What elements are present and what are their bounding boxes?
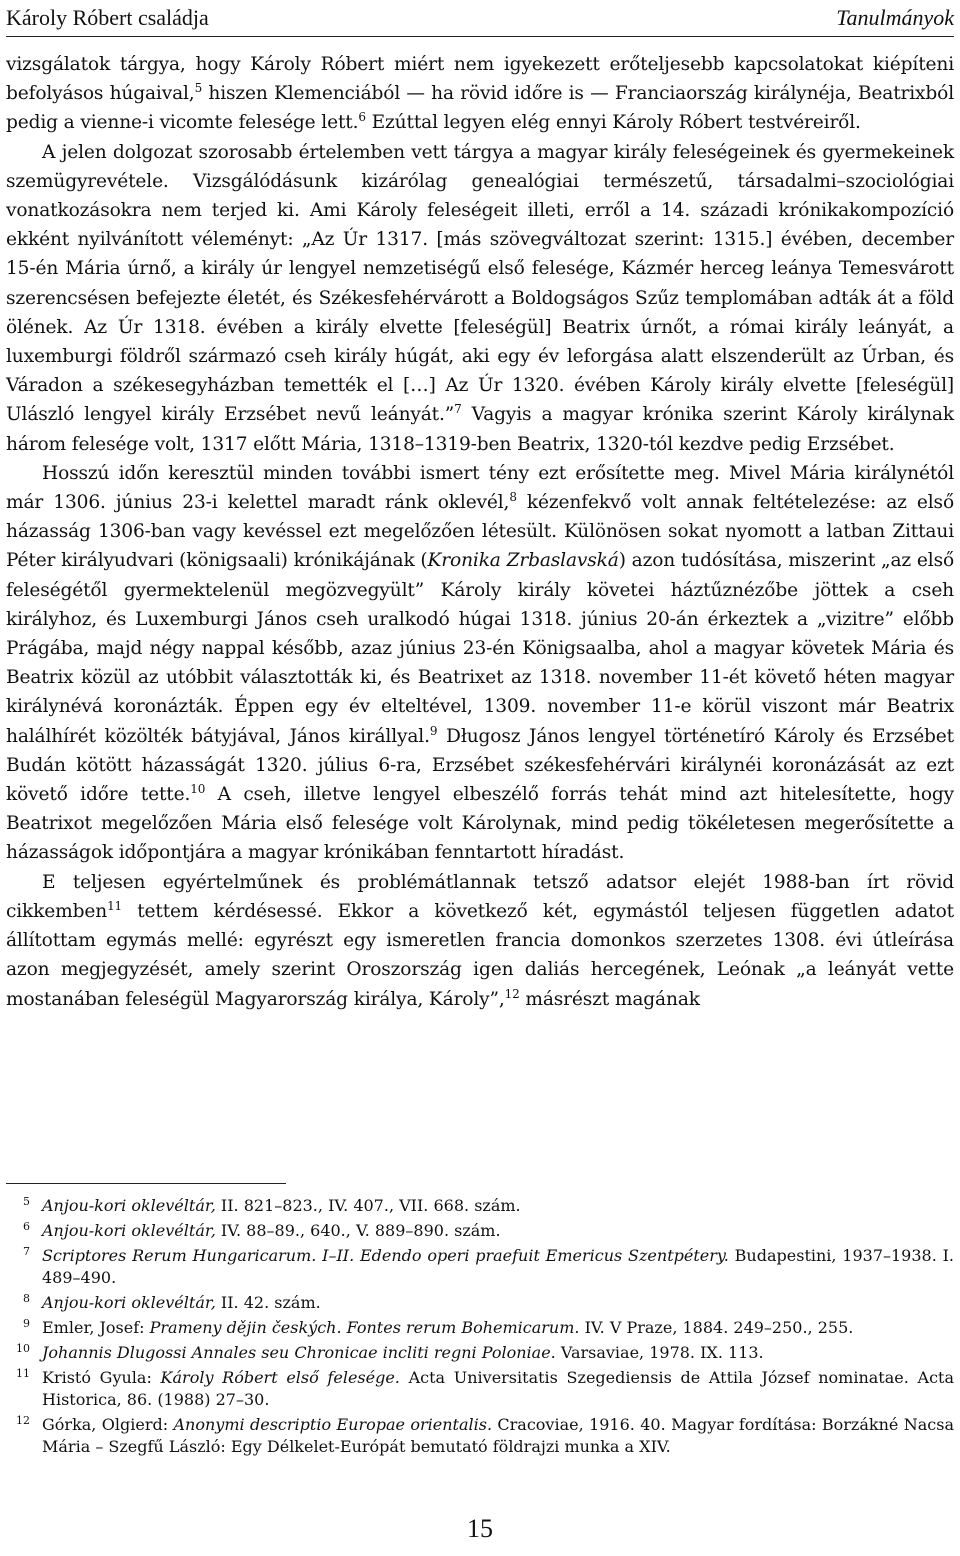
footnote-ref-7: 7 xyxy=(454,402,462,417)
footnote-number: 10 xyxy=(16,1342,30,1355)
footnote-item xyxy=(6,1367,954,1411)
paragraph-text: A cseh, illetve lengyel elbeszélő forrás tehát mind azt hitelesítette, hogy Beatrixot megelőzően Mária első felesége volt Károlynak, mind pedig tökéletesen megerősítette a házasságok időpontjára a magyar krónikában fenntartott híradást. xyxy=(6,784,954,864)
paragraph-text: hiszen Klemenciából — ha rövid időre is — Franciaország királynéja, Beatrixból pedig a vienne-i vicomte felesége lett. xyxy=(6,83,954,134)
paragraph-4 xyxy=(6,868,954,1014)
footnote-item xyxy=(6,1342,954,1364)
footnote-text xyxy=(42,1220,954,1242)
footnote-ref-5: 5 xyxy=(194,81,203,96)
footnote-rest: II. 821–823., IV. 407., VII. 668. szám. xyxy=(215,1196,521,1215)
footnote-rest: II. 42. szám. xyxy=(215,1293,321,1312)
footnote-rest: Acta Universitatis Szegediensis de Attila József nominatae. Acta Historica, 86. (1988) 27–30. xyxy=(42,1368,954,1409)
footnote-text xyxy=(42,1367,954,1411)
footnote-ref-12: 12 xyxy=(504,986,520,1001)
paragraph-text: Długosz János lengyel történetíró Károly és Erzsébet Budán kötött házasságát 1320. július 6-ra, Erzsébet székesfehérvári királynéi koronázását az ezt követő időre tette. xyxy=(6,725,954,806)
paragraph-text: Vagyis a magyar krónika szerint Károly királynak három felesége volt, 1317 előtt Mária, 1318–1319-ben Beatrix, 1320-tól kezdve pedig Erzsébet. xyxy=(6,404,954,455)
footnote-italic: Anjou-kori oklevéltár, xyxy=(42,1196,216,1215)
footnote-rest: Budapestini, 1937–1938. I. 489–490. xyxy=(42,1246,954,1287)
footnote-ref-8: 8 xyxy=(509,490,517,505)
header-left-title: Károly Róbert családja xyxy=(6,5,209,30)
paragraph-2 xyxy=(6,138,954,459)
footnote-rest: Cracoviae, 1916. 40. Magyar fordítása: Borzákné Nacsa Mária – Szegfű László: Egy Délkelet-Európát bemutató földrajzi munka a XIV. xyxy=(42,1415,955,1456)
footnote-number: 6 xyxy=(23,1220,30,1233)
footnotes xyxy=(6,1195,954,1461)
footnote-ref-9: 9 xyxy=(429,723,438,738)
footnote-item xyxy=(6,1414,954,1458)
footnote-number: 12 xyxy=(16,1414,30,1427)
footnote-number: 7 xyxy=(23,1245,30,1258)
paragraph-1 xyxy=(6,50,954,138)
footnote-italic: Prameny dějin českých. Fontes rerum Bohemicarum. xyxy=(149,1318,580,1337)
footnote-number: 8 xyxy=(23,1292,30,1305)
footnote-ref-6: 6 xyxy=(358,110,366,125)
italic-title: Kronika Zrbaslavská xyxy=(427,550,619,572)
paragraph-text: ) azon tudósítása, miszerint „az első feleségétől gyermektelenül megözvegyült” Károly király követei háztűznézőbe jöttek a cseh királyhoz, és Luxemburgi János cseh uralkodó húgai 1318. június 20-án érkeztek a „vizitre” előbb Prágába, majd négy nappal később, azaz június 23-én Königsaalba, ahol a magyar követek Mária és Beatrix közül az utóbbit választották ki, és Beatrixet az 1318. november 11-ét követő héten magyar királynévá koronázták. Éppen egy év elteltével, 1309. november 11-e körül viszont már Beatrix halálhírét közölték bátyjával, János királlyal. xyxy=(6,550,955,747)
page-number: 15 xyxy=(467,1514,493,1543)
footnote-text xyxy=(42,1342,954,1364)
footnote-item xyxy=(6,1195,954,1217)
footnote-author: Kristó Gyula: xyxy=(42,1368,161,1387)
paragraph-3 xyxy=(6,459,954,868)
footnote-text xyxy=(42,1245,954,1289)
paragraph-text: Hosszú időn keresztül minden további ismert tény ezt erősítette meg. Mivel Mária királynétól már 1306. június 23-i kelettel maradt ránk oklevél, xyxy=(6,462,954,514)
footnote-number: 9 xyxy=(23,1317,30,1330)
footnote-number: 5 xyxy=(23,1195,30,1208)
footnote-ref-11: 11 xyxy=(107,898,123,913)
running-header xyxy=(6,0,954,37)
header-right-title: Tanulmányok xyxy=(836,5,954,30)
paragraph-text: A jelen dolgozat szorosabb értelemben vett tárgya a magyar király feleségeinek és gyermekeinek szemügyrevétele. Vizsgálódásunk kizárólag genealógiai természetű, társadalmi–szociológiai vonatkozásokra nem terjed ki. Ami Károly feleségeit illeti, erről a 14. századi krónikakompozíció ekként nyilvánított véleményt: „Az Úr 1317. [más szövegváltozat szerint: 1315.] évében, december 15-én Mária úrnő, a király úr lengyel nemzetiségű első felesége, Kázmér herceg leánya Temesvárott szerencsésen befejezte életét, és Székesfehérvárott a Boldogságos Szűz templomában adták át a föld ölének. Az Úr 1318. évében a király elvette [feleségül] Beatrix úrnőt, a római király leányát, a luxemburgi földről származó cseh király húgát, aki egy év leforgása alatt elszenderült az Úrban, és Váradon a székesegyházban temették el […] Az Úr 1320. évében Károly király elvette [feleségül] Ulászló lengyel király Erzsébet nevű leányát.” xyxy=(6,141,954,426)
footnote-text xyxy=(42,1414,954,1458)
footnote-rest: IV. 88–89., 640., V. 889–890. szám. xyxy=(215,1221,501,1240)
footnote-ref-10: 10 xyxy=(190,782,206,797)
footnote-rest: IV. V Praze, 1884. 249–250., 255. xyxy=(579,1318,854,1337)
footnote-item xyxy=(6,1292,954,1314)
paragraph-text: másrészt magának xyxy=(519,988,700,1010)
footnote-italic: Scriptores Rerum Hungaricarum. I–II. Edendo operi praefuit Emericus Szentpétery. xyxy=(42,1246,729,1265)
footnote-text xyxy=(42,1317,954,1339)
footnote-author: Górka, Olgierd: xyxy=(42,1415,174,1434)
footnote-italic: Anjou-kori oklevéltár, xyxy=(42,1293,216,1312)
paragraph-text: E teljesen egyértelműnek és problémátlannak tetsző adatsor elejét 1988-ban írt rövid cikkemben xyxy=(6,871,954,922)
paragraph-text: Ezúttal legyen elég ennyi Károly Róbert testvéreiről. xyxy=(365,112,861,134)
paragraph-text: kézenfekvő volt annak feltételezése: az első házasság 1306-ban vagy kevéssel ezt megelőzően létesült. Különösen sokat nyomott a latban Zittaui Péter királyudvari (königsaali) krónikájának ( xyxy=(6,492,954,572)
paragraph-text: tettem kérdésessé. Ekkor a következő két, egymástól teljesen független adatot állítottam egymás mellé: egyrészt egy ismeretlen francia domonkos szerzetes 1308. évi útleírása azon megjegyzését, amely szerint Oroszország igen daliás hercegének, Leónak „a leányát vette mostanában feleségül Magyarország királya, Károly”, xyxy=(6,900,954,1010)
footnote-number: 11 xyxy=(16,1367,30,1380)
paragraph-text: vizsgálatok tárgya, hogy Károly Róbert miért nem igyekezett erőteljesebb kapcsolatokat kiépíteni befolyásos húgaival, xyxy=(6,54,954,105)
footnote-item xyxy=(6,1317,954,1339)
footnote-text xyxy=(42,1195,954,1217)
footnote-separator xyxy=(6,1183,286,1184)
footnote-italic: Anjou-kori oklevéltár, xyxy=(42,1221,216,1240)
main-text xyxy=(6,50,954,1014)
footnote-item xyxy=(6,1220,954,1242)
footnote-author: Emler, Josef: xyxy=(42,1318,150,1337)
footnote-italic: Anonymi descriptio Europae orientalis. xyxy=(173,1415,493,1434)
footnote-item xyxy=(6,1245,954,1289)
footnote-italic: Károly Róbert első felesége. xyxy=(160,1368,400,1387)
footnote-rest: Varsaviae, 1978. IX. 113. xyxy=(555,1343,764,1362)
footnote-text xyxy=(42,1292,954,1314)
footnote-italic: Johannis Dlugossi Annales seu Chronicae incliti regni Poloniae. xyxy=(42,1343,556,1362)
